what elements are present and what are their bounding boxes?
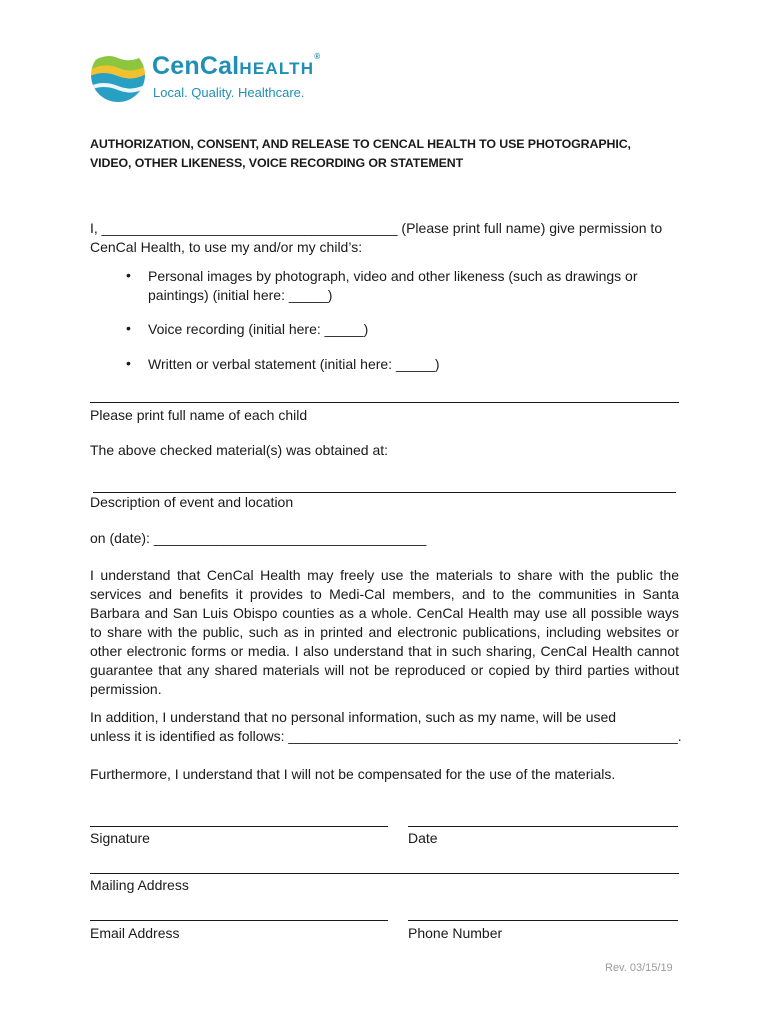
addition-line-1: In addition, I understand that no personal information, such as my name, will be used	[90, 709, 617, 725]
cencal-logo	[90, 44, 330, 106]
mailing-address-line[interactable]	[90, 873, 679, 874]
email-address-line[interactable]	[90, 920, 388, 921]
obtained-label: The above checked material(s) was obtained at:	[90, 442, 389, 458]
cencal-wave-emblem-icon	[90, 44, 146, 104]
logo-tagline: Local. Quality. Healthcare.	[153, 85, 305, 100]
email-address-label: Email Address	[90, 925, 180, 941]
signature-label: Signature	[90, 830, 150, 846]
event-location-label: Description of event and location	[90, 494, 294, 510]
title-line-1: AUTHORIZATION, CONSENT, AND RELEASE TO CENCAL HEALTH TO USE PHOTOGRAPHIC,	[90, 137, 631, 151]
addition-line-2[interactable]: unless it is identified as follows: __________________________________________________.	[90, 728, 682, 744]
date-obtained-line[interactable]: on (date): ___________________________________	[90, 530, 427, 546]
understand-paragraph: I understand that CenCal Health may freely use the materials to share with the public the services and benefits it provides to Medi-Cal members, and to the communities in Santa Barbara and San Luis Obispo counties as a whole. CenCal Health may use all possible ways to share with the public, such as in printed and electronic publications, including websites or other electronic forms or media. I also understand that in such sharing, CenCal Health cannot guarantee that any shared materials will not be reproduced or copied by third parties without permission.	[90, 567, 679, 697]
date-signed-line[interactable]	[408, 826, 678, 827]
bullet-statement: Written or verbal statement (initial here: _____)	[148, 356, 440, 372]
child-name-label: Please print full name of each child	[90, 407, 308, 423]
event-location-line[interactable]	[93, 492, 676, 493]
signature-line[interactable]	[90, 826, 388, 827]
logo-wordmark: CenCalHEALTH®	[152, 52, 321, 80]
intro-line-2: CenCal Health, to use my and/or my child’s:	[90, 239, 363, 255]
form-title	[90, 135, 680, 173]
bullet-voice-recording: Voice recording (initial here: _____)	[148, 321, 369, 337]
bullet-dot: •	[126, 267, 131, 283]
date-label: Date	[408, 830, 438, 846]
compensation-statement: Furthermore, I understand that I will not be compensated for the use of the materials.	[90, 766, 616, 782]
child-name-line[interactable]	[90, 402, 679, 403]
title-line-2: VIDEO, OTHER LIKENESS, VOICE RECORDING OR STATEMENT	[90, 156, 464, 170]
intro-line-1: I, ______________________________________ (Please print full name) give permission to	[90, 220, 663, 236]
phone-number-line[interactable]	[408, 920, 678, 921]
revision-date: Rev. 03/15/19	[605, 962, 673, 974]
phone-number-label: Phone Number	[408, 925, 503, 941]
mailing-address-label: Mailing Address	[90, 877, 189, 893]
bullet-dot: •	[126, 320, 131, 336]
bullet-dot: •	[126, 355, 131, 371]
bullet-photo-likeness: Personal images by photograph, video and other likeness (such as drawings or paintings) (initial here: _____)	[148, 268, 638, 303]
